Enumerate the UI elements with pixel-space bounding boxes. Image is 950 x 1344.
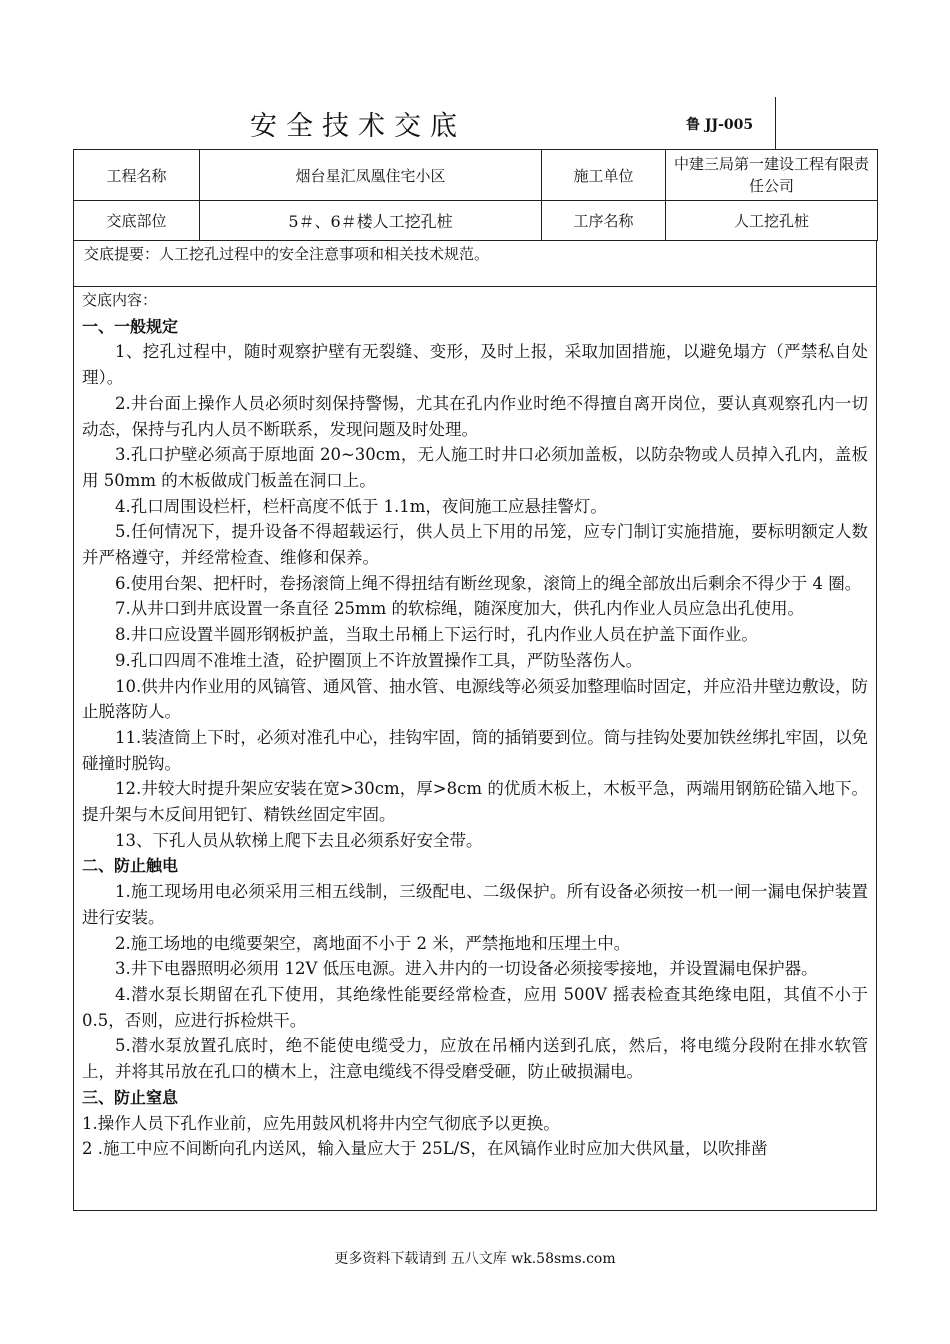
header-divider	[775, 97, 776, 149]
document-title: 安全技术交底	[250, 111, 466, 142]
project-name-value: 烟台星汇凤凰住宅小区	[200, 150, 542, 201]
paragraph: 6.使用台架、把杆时，卷扬滚筒上绳不得扭结有断丝现象，滚筒上的绳全部放出后剩余不得少于 4 圈。	[115, 573, 862, 593]
process-value: 人工挖孔桩	[666, 201, 878, 241]
paragraph: 2.施工场地的电缆要架空，离地面不小于 2 米，严禁拖地和压埋土中。	[115, 933, 631, 953]
paragraph: 10.供井内作业用的风镐管、通风管、抽水管、电源线等必须妥加整理临时固定，并应沿井壁边敷设，防止脱落防人。	[82, 676, 868, 722]
section-title-suffocation: 三、防止窒息	[82, 1087, 179, 1107]
part-label: 交底部位	[74, 201, 200, 241]
section-title-general: 一、一般规定	[82, 316, 179, 336]
paragraph: 13、下孔人员从软梯上爬下去且必须系好安全带。	[115, 830, 483, 850]
summary-box	[73, 240, 877, 287]
info-row-part	[74, 201, 878, 241]
paragraph: 7.从井口到井底设置一条直径 25mm 的软棕绳，随深度加大，供孔内作业人员应急出孔使用。	[115, 599, 805, 619]
paragraph: 5.潜水泵放置孔底时，绝不能使电缆受力，应放在吊桶内送到孔底，然后，将电缆分段附在排水软管上，并将其吊放在孔口的横木上，注意电缆线不得受磨受砸，防止破损漏电。	[82, 1036, 868, 1082]
paragraph: 8.井口应设置半圆形钢板护盖，当取土吊桶上下运行时，孔内作业人员在护盖下面作业。	[115, 625, 758, 645]
info-row-project	[74, 150, 878, 201]
paragraph: 1.操作人员下孔作业前，应先用鼓风机将井内空气彻底予以更换。	[82, 1113, 560, 1133]
process-label: 工序名称	[542, 201, 666, 241]
paragraph: 3.井下电器照明必须用 12V 低压电源。进入井内的一切设备必须接零接地，并设置漏电保护器。	[115, 959, 818, 979]
content-label: 交底内容：	[82, 291, 158, 309]
paragraph: 1.施工现场用电必须采用三相五线制，三级配电、二级保护。所有设备必须按一机一闸一漏电保护装置进行安装。	[82, 882, 868, 927]
paragraph: 2 .施工中应不间断向孔内送风，输入量应大于 25L/S，在风镐作业时应加大供风量，以吹排凿	[82, 1139, 768, 1159]
paragraph: 1、挖孔过程中，随时观察护壁有无裂缝、变形，及时上报，采取加固措施，以避免塌方（严禁私自处理）。	[82, 342, 868, 388]
contractor-label: 施工单位	[542, 150, 666, 201]
part-value: 5＃、6＃楼人工挖孔桩	[200, 201, 542, 241]
paragraph: 2.井台面上操作人员必须时刻保持警惕，尤其在孔内作业时绝不得擅自离开岗位，要认真观察孔内一切动态，保持与孔内人员不断联系，发现问题及时处理。	[82, 393, 868, 439]
info-table	[73, 149, 878, 241]
paragraph: 9.孔口四周不准堆土渣，砼护圈顶上不许放置操作工具，严防坠落伤人。	[115, 650, 643, 670]
paragraph: 11.装渣筒上下时，必须对准孔中心，挂钩牢固，筒的插销要到位。筒与挂钩处要加铁丝绑扎牢固，以免碰撞时脱钩。	[82, 727, 868, 773]
paragraph: 4.潜水泵长期留在孔下使用，其绝缘性能要经常检查，应用 500V 摇表检查其绝缘电阻，其值不小于 0.5，否则，应进行拆检烘干。	[82, 984, 868, 1030]
section-title-electric: 二、防止触电	[82, 856, 179, 876]
content-box	[73, 286, 877, 1211]
paragraph: 4.孔口周围设栏杆，栏杆高度不低于 1.1m，夜间施工应悬挂警灯。	[115, 496, 607, 516]
paragraph: 5.任何情况下，提升设备不得超载运行，供人员上下用的吊笼，应专门制订实施措施，要标明额定人数并严格遵守，并经常检查、维修和保养。	[82, 522, 868, 568]
summary-text: 交底提要：人工挖孔过程中的安全注意事项和相关技术规范。	[84, 245, 490, 263]
footer-text: 更多资料下载请到 五八文库 wk.58sms.com	[334, 1251, 616, 1267]
document-code: 鲁 JJ-005	[686, 117, 754, 133]
paragraph: 12.井较大时提升架应安装在宽>30cm，厚>8cm 的优质木板上，木板平急，两端用钢筋砼锚入地下。提升架与木反间用钯钉、精铁丝固定牢固。	[82, 779, 868, 825]
contractor-value: 中建三局第一建设工程有限责任公司	[666, 150, 878, 201]
paragraph: 3.孔口护壁必须高于原地面 20~30cm，无人施工时井口必须加盖板，以防杂物或人员掉入孔内，盖板用 50mm 的木板做成门板盖在洞口上。	[82, 445, 868, 490]
project-name-label: 工程名称	[74, 150, 200, 201]
